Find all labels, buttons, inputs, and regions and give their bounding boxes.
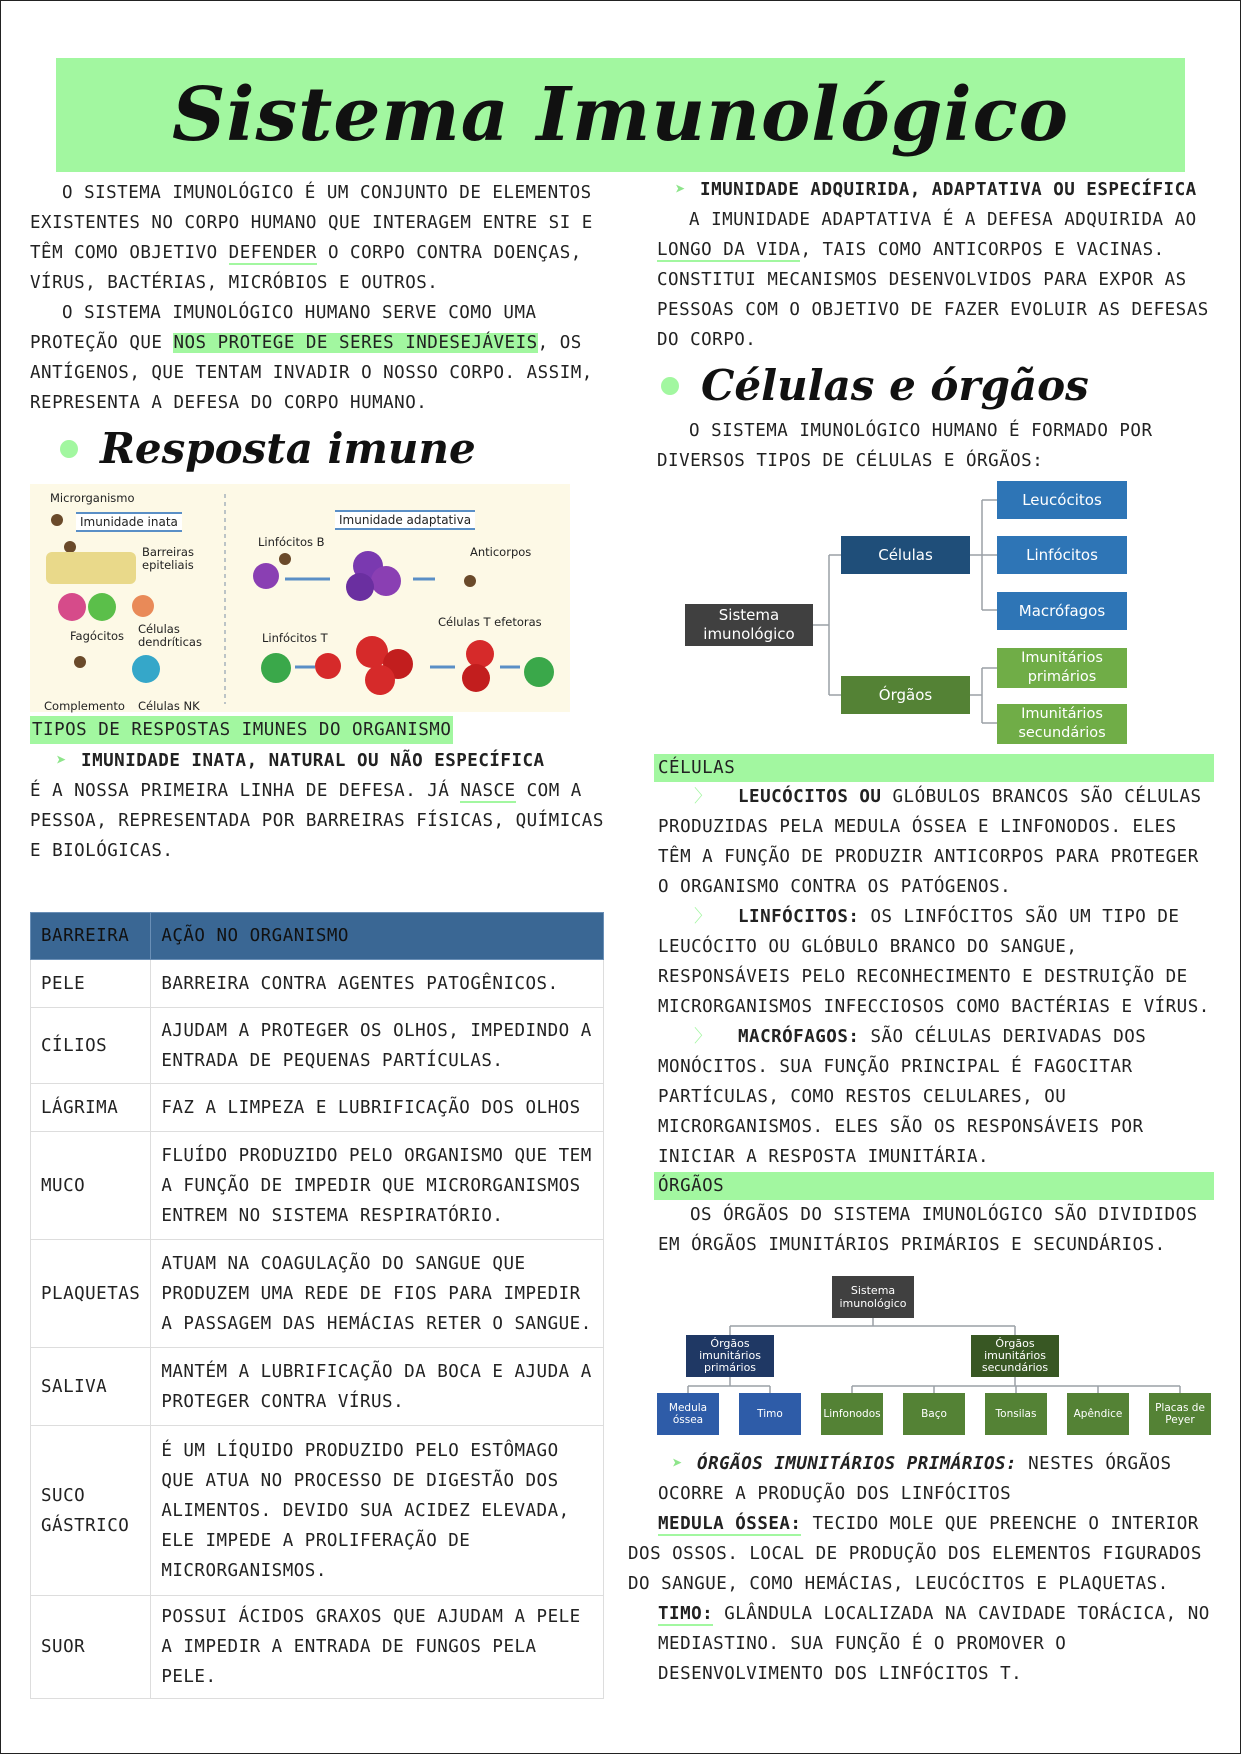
table-row: PELE BARREIRA CONTRA AGENTES PATOGÊNICOS. (31, 960, 604, 1008)
table-row: LÁGRIMA FAZ A LIMPEZA E LUBRIFICAÇÃO DOS OLHOS (31, 1084, 604, 1132)
label-celulas-dendriticas: Células dendríticas (138, 622, 202, 649)
label-celulas-t-efetoras: Células T efetoras (438, 615, 542, 629)
node-medula-ossea: Medula óssea (657, 1393, 719, 1435)
innate-section (30, 716, 605, 866)
barreiras-table (30, 912, 604, 1699)
adquirida-title: ➤ IMUNIDADE ADQUIRIDA, ADAPTATIVA OU ESPECÍFICA (675, 180, 1197, 200)
table-row: SALIVA MANTÉM A LUBRIFICAÇÃO DA BOCA E AJUDA A PROTEGER CONTRA VÍRUS. (31, 1348, 604, 1426)
node-primarios: Imunitários primários (997, 648, 1127, 688)
node-celulas: Células (841, 536, 970, 574)
intro-paragraph-2: O SISTEMA IMUNOLÓGICO HUMANO SERVE COMO UMA PROTEÇÃO QUE NOS PROTEGE DE SERES INDESEJÁVEIS, OS ANTÍGENOS, QUE TENTAM INVADIR O NOSSO CORPO. ASSIM, REPRESENTA A DEFESA DO CORPO HUMANO. (30, 303, 593, 413)
tipos-respostas-label: TIPOS DE RESPOSTAS IMUNES DO ORGANISMO (30, 716, 453, 744)
intro-paragraph-1: O SISTEMA IMUNOLÓGICO É UM CONJUNTO DE ELEMENTOS EXISTENTES NO CORPO HUMANO QUE INTERAGEM ENTRE SI E TÊM COMO OBJETIVO DEFENDER O CORPO CONTRA DOENÇAS, VÍRUS, BACTÉRIAS, MICRÓBIOS E OUTROS. (30, 183, 593, 293)
arrow-icon: ➤ (56, 751, 68, 771)
table-row: MUCO FLUÍDO PRODUZIDO PELO ORGANISMO QUE TEM A FUNÇÃO DE IMPEDIR QUE MICRORGANISMOS ENTREM NO SISTEMA RESPIRATÓRIO. (31, 1132, 604, 1240)
chevron-right-icon: 〉 (694, 1027, 712, 1047)
node-orgaos-primarios: Órgãos imunitários primários (686, 1335, 774, 1377)
timo-paragraph: TIMO: GLÂNDULA LOCALIZADA NA CAVIDADE TORÁCICA, NO MEDIASTINO. SUA FUNÇÃO É O PROMOVER O DESENVOLVIMENTO DOS LINFÓCITOS T. (658, 1604, 1210, 1684)
arrow-icon: ➤ (675, 180, 687, 200)
table-row: CÍLIOS AJUDAM A PROTEGER OS OLHOS, IMPEDINDO A ENTRADA DE PEQUENAS PARTÍCULAS. (31, 1008, 604, 1084)
inata-title: ➤ IMUNIDADE INATA, NATURAL OU NÃO ESPECÍFICA (56, 751, 545, 771)
node-sistema-imunologico: Sistema imunológico (832, 1276, 914, 1318)
label-microrganismo: Microrganismo (50, 491, 135, 505)
table-row: SUCO GÁSTRICO É UM LÍQUIDO PRODUZIDO PELO ESTÔMAGO QUE ATUA NO PROCESSO DE DIGESTÃO DOS ALIMENTOS. DEVIDO SUA ACIDEZ ELEVADA, ELE IMPEDE A PROLIFERAÇÃO DE MICRORGANISMOS. (31, 1426, 604, 1596)
medula-paragraph: MEDULA ÓSSEA: TECIDO MOLE QUE PREENCHE O INTERIOR DOS OSSOS. LOCAL DE PRODUÇÃO DOS ELEMENTOS FIGURADOS DO SANGUE, COMO HEMÁCIAS, LEUCÓCITOS E PLAQUETAS. (628, 1514, 1202, 1594)
linfocitos-paragraph: 〉 LINFÓCITOS: OS LINFÓCITOS SÃO UM TIPO DE LEUCÓCITO OU GLÓBULO BRANCO DO SANGUE, RESPONSÁVEIS PELO RECONHECIMENTO E DESTRUIÇÃO DE MICRORGANISMOS INFECCIOSOS COMO BACTÉRIAS E VÍRUS. (658, 907, 1210, 1017)
table-header-acao: AÇÃO NO ORGANISMO (151, 913, 604, 960)
celulas-orgaos-paragraph: O SISTEMA IMUNOLÓGICO HUMANO É FORMADO POR DIVERSOS TIPOS DE CÉLULAS E ÓRGÃOS: (657, 421, 1153, 471)
label-anticorpos: Anticorpos (470, 545, 532, 559)
macrofagos-paragraph: 〉 MACRÓFAGOS: SÃO CÉLULAS DERIVADAS DOS MONÓCITOS. SUA FUNÇÃO PRINCIPAL É FAGOCITAR PARTÍCULAS, COMO RESTOS CELULARES, OU MICRORGANISMOS. ELES SÃO OS RESPONSÁVEIS POR INICIAR A RESPOSTA IMUNITÁRIA. (658, 1027, 1147, 1167)
node-leucocitos: Leucócitos (997, 481, 1127, 519)
orgaos-paragraph: OS ÓRGÃOS DO SISTEMA IMUNOLÓGICO SÃO DIVIDIDOS EM ÓRGÃOS IMUNITÁRIOS PRIMÁRIOS E SECUNDÁRIOS. (658, 1205, 1198, 1255)
primarios-paragraph: ➤ ÓRGÃOS IMUNITÁRIOS PRIMÁRIOS: NESTES ÓRGÃOS OCORRE A PRODUÇÃO DOS LINFÓCITOS (658, 1454, 1172, 1504)
adquirida-paragraph: A IMUNIDADE ADAPTATIVA É A DEFESA ADQUIRIDA AO LONGO DA VIDA, TAIS COMO ANTICORPOS E VACINAS. CONSTITUI MECANISMOS DESENVOLVIDOS PARA EXPOR AS PESSOAS COM O OBJETIVO DE FAZER EVOLUIR AS DEFESAS DO CORPO. (657, 210, 1209, 350)
node-orgaos-secundarios: Órgãos imunitários secundários (971, 1335, 1059, 1377)
node-placas-de-peyer: Placas de Peyer (1149, 1393, 1211, 1435)
table-row: PLAQUETAS ATUAM NA COAGULAÇÃO DO SANGUE QUE PRODUZEM UMA REDE DE FIOS PARA IMPEDIR A PASSAGEM DAS HEMÁCIAS RETER O SANGUE. (31, 1240, 604, 1348)
immune-response-illustration (30, 484, 570, 712)
inata-paragraph: É A NOSSA PRIMEIRA LINHA DE DEFESA. JÁ NASCE COM A PESSOA, REPRESENTADA POR BARREIRAS FÍSICAS, QUÍMICAS E BIOLÓGICAS. (30, 781, 604, 861)
table-header-barreira: BARREIRA (31, 913, 151, 960)
leucocitos-paragraph: 〉 LEUCÓCITOS OU GLÓBULOS BRANCOS SÃO CÉLULAS PRODUZIDAS PELA MEDULA ÓSSEA E LINFONODOS. ELES TÊM A FUNÇÃO DE PRODUZIR ANTICORPOS PARA PROTEGER O ORGANISMO CONTRA OS PATÓGENOS. (658, 787, 1202, 897)
label-complemento: Complemento (44, 699, 125, 713)
label-celulas-nk: Células NK (138, 699, 200, 713)
celulas-orgaos-heading: Células e órgãos (661, 361, 1213, 410)
node-baco: Baço (903, 1393, 965, 1435)
left-column (30, 178, 605, 479)
right-column (657, 175, 1213, 476)
label-imunidade-adaptativa: Imunidade adaptativa (335, 510, 475, 530)
orgaos-label: ÓRGÃOS (654, 1172, 1214, 1200)
node-tonsilas: Tonsilas (985, 1393, 1047, 1435)
celulas-section (654, 754, 1214, 1260)
node-secundarios: Imunitários secundários (997, 704, 1127, 744)
node-apendice: Apêndice (1067, 1393, 1129, 1435)
orgaos-details (628, 1449, 1214, 1689)
node-sistema-imunologico: Sistema imunológico (685, 604, 813, 646)
arrow-icon: ➤ (672, 1454, 684, 1474)
page-title: Sistema Imunológico (171, 72, 1070, 158)
cells-organs-diagram (684, 480, 1128, 746)
title-banner (56, 58, 1185, 172)
label-linfocitos-t: Linfócitos T (262, 631, 328, 645)
celulas-label: CÉLULAS (654, 754, 1214, 782)
bullet-dot-icon (60, 440, 78, 458)
organs-diagram (655, 1276, 1215, 1436)
resposta-imune-heading: Resposta imune (60, 424, 605, 473)
chevron-right-icon: 〉 (694, 787, 712, 807)
node-macrofagos: Macrófagos (997, 592, 1127, 630)
label-barreiras: Barreiras epiteliais (142, 545, 194, 572)
label-linfocitos-b: Linfócitos B (258, 535, 325, 549)
label-fagocitos: Fagócitos (70, 629, 124, 643)
label-imunidade-inata: Imunidade inata (76, 512, 182, 532)
table-header-row (31, 913, 604, 960)
node-linfocitos: Linfócitos (997, 536, 1127, 574)
node-timo: Timo (739, 1393, 801, 1435)
node-orgaos: Órgãos (841, 676, 970, 714)
node-linfonodos: Linfonodos (821, 1393, 883, 1435)
bullet-dot-icon (661, 377, 679, 395)
table-row: SUOR POSSUI ÁCIDOS GRAXOS QUE AJUDAM A PELE A IMPEDIR A ENTRADA DE FUNGOS PELA PELE. (31, 1596, 604, 1699)
chevron-right-icon: 〉 (694, 907, 712, 927)
